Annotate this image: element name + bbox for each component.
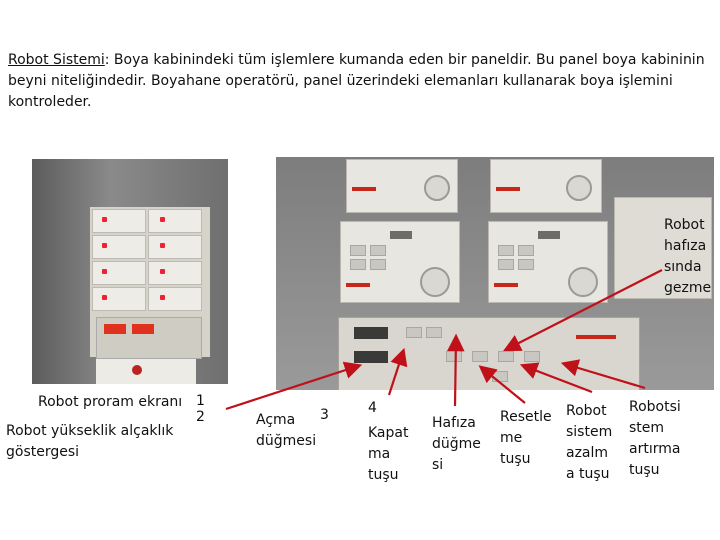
intro-colon: : [104,52,110,68]
label-line: gezme [664,280,712,296]
open-button-label-2: düğmesi [256,433,317,449]
arrow-reset [482,368,525,403]
arrow-navigate [507,270,662,349]
intro-title: Robot Sistemi [8,52,105,68]
arrow-memory [455,338,456,406]
open-button-label: Açma [256,412,296,428]
callout-number-1: 1 [196,393,205,409]
label-line: hafıza [664,238,707,254]
callout-number-4: 4 [368,400,377,416]
label-line: Robot [664,217,705,233]
label-line: tuşu [500,451,531,467]
arrow-close [389,352,403,395]
label-line: göstergesi [6,444,80,460]
label-line: tuşu [368,467,399,483]
label-line: Robot yükseklik alçaklık [6,423,174,439]
label-line: Resetle [500,409,552,425]
label-line: artırma [629,441,681,457]
label-line: tuşu [629,462,660,478]
label-line: düğme [432,436,481,452]
label-line: sında [664,259,702,275]
screen-label: Robot proram ekranı [38,394,183,410]
callout-number-3: 3 [320,407,329,423]
arrow-open [226,366,358,409]
label-line: Kapat [368,425,409,441]
label-line: si [432,457,444,473]
label-line: me [500,430,523,446]
arrow-raise [565,364,645,388]
label-line: a tuşu [566,466,610,482]
label-line: azalm [566,445,609,461]
label-line: Robot [566,403,607,419]
label-line: Robotsi [629,399,681,415]
callout-number-2: 2 [196,409,205,425]
intro-text: Boya kabinindeki tüm işlemlere kumanda eden bir paneldir. Bu panel boya kabininin beyni niteliğindedir. Boyahane operatörü, panel üzerindeki elemanları kullanarak boya işlemini kontroleder. [8,52,705,110]
label-line: stem [629,420,665,436]
label-line: ma [368,446,391,462]
label-line: sistem [566,424,613,440]
label-line: Hafıza [432,415,476,431]
